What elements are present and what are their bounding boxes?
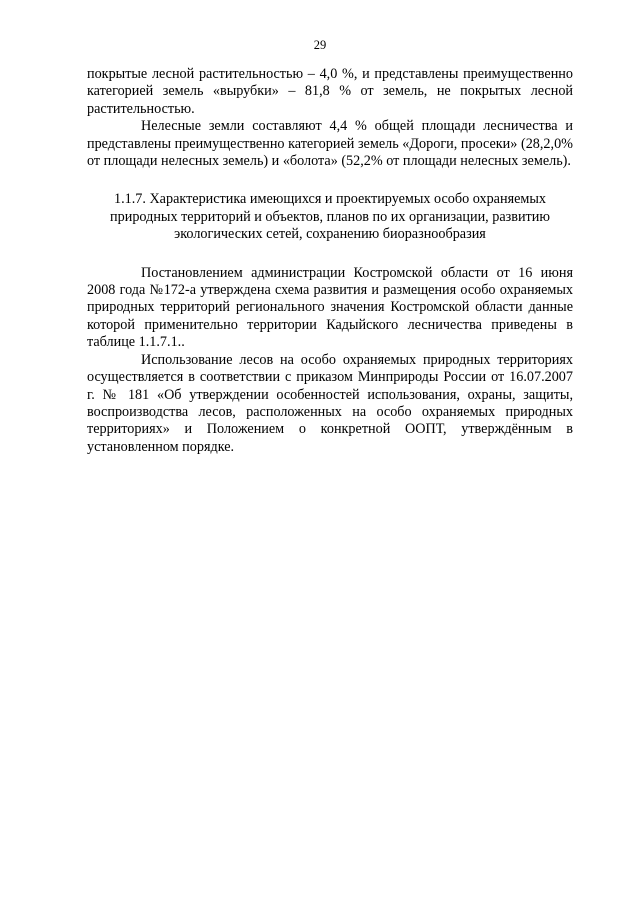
- paragraph-forest-use: Использование лесов на особо охраняемых природных территориях осуществляется в соответствии с приказом Минприроды России от 16.07.2007 г. № 181 «Об утверждении особенностей использования, охраны, защиты, воспроизводства лесов, расположенных на особо охраняемых природных территориях» и Положением о конкретной ООПТ, утверждённым в установленном порядке.: [87, 351, 573, 455]
- paragraph-resolution: Постановлением администрации Костромской области от 16 июня 2008 года №172-а утверждена схема развития и размещения особо охраняемых природных территорий регионального значения Костромской области данные которой применительно территории Кадыйского лесничества приведены в таблице 1.1.7.1..: [87, 264, 573, 351]
- paragraph-forest-cover: покрытые лесной растительностью – 4,0 %, и представлены преимущественно категорией земель «вырубки» – 81,8 % от земель, не покрытых лесной растительностью.: [87, 66, 573, 117]
- paragraph-nonforest-land: Нелесные земли составляют 4,4 % общей площади лесничества и представлены преимущественно категорией земель «Дороги, просеки» (28,2,0% от площади нелесных земель) и «болота» (52,2% от площади нелесных земель).: [87, 118, 573, 170]
- section-heading: 1.1.7. Характеристика имеющихся и проектируемых особо охраняемых природных территорий и объектов, планов по их организации, развитию экологических сетей, сохранению биоразнообразия: [110, 191, 550, 243]
- page-number: 29: [313, 38, 327, 52]
- page-body: [87, 66, 573, 456]
